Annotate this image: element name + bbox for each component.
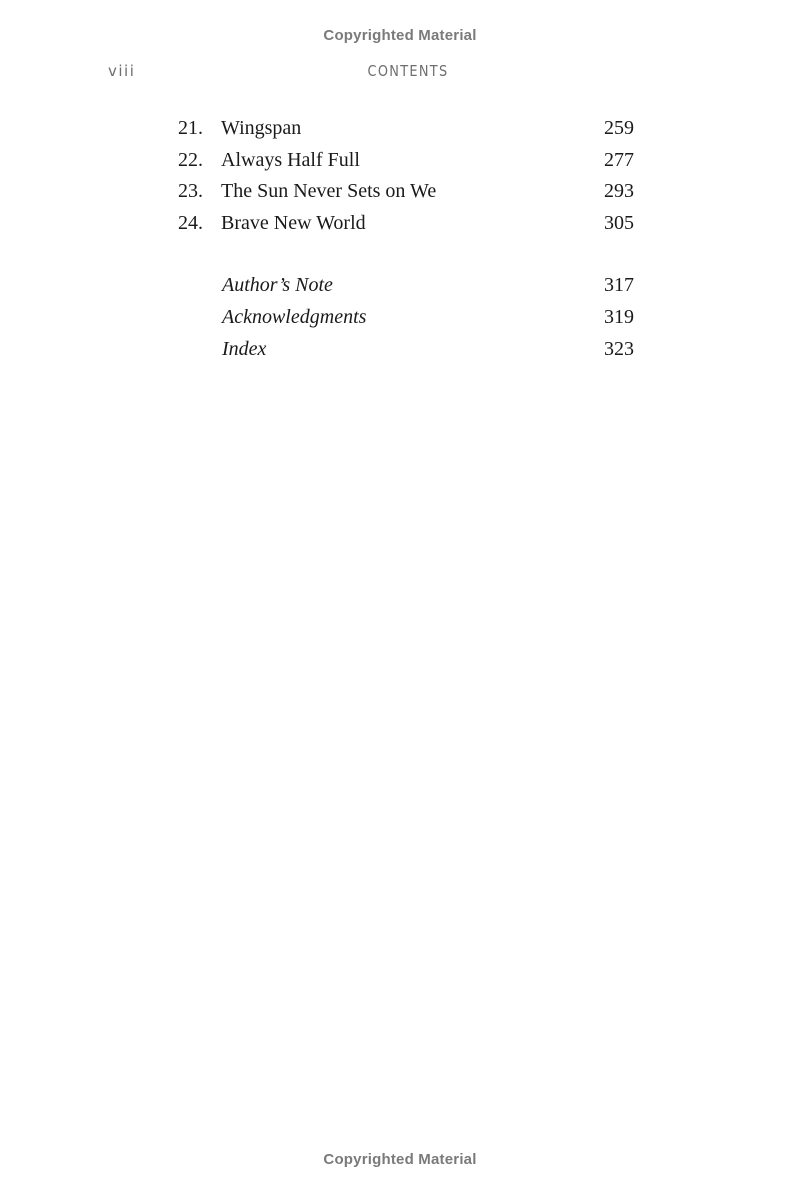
- table-of-contents: [178, 113, 638, 365]
- running-head: [0, 62, 800, 84]
- chapter-title: Brave New World: [221, 211, 366, 234]
- chapter-number: 23.: [178, 180, 203, 203]
- back-matter-entry: [178, 302, 638, 334]
- section-heading: CONTENTS: [367, 62, 449, 80]
- chapter-title: The Sun Never Sets on We: [221, 180, 437, 203]
- chapter-number: 22.: [178, 148, 203, 171]
- back-matter-title: Author’s Note: [222, 274, 333, 297]
- toc-entry: [178, 176, 638, 208]
- chapter-page: 305: [604, 211, 634, 234]
- chapter-page: 277: [604, 148, 634, 171]
- chapter-title: Always Half Full: [221, 148, 360, 171]
- chapter-number: 24.: [178, 211, 203, 234]
- back-matter-entry: [178, 334, 638, 366]
- toc-entry: [178, 113, 638, 145]
- copyright-watermark-top: Copyrighted Material: [323, 27, 477, 44]
- chapter-page: 293: [604, 180, 634, 203]
- copyright-watermark-bottom: Copyrighted Material: [323, 1151, 477, 1168]
- back-matter-title: Index: [222, 337, 267, 360]
- chapter-page: 259: [604, 117, 634, 139]
- toc-entry: [178, 208, 638, 240]
- page-number: viii: [108, 62, 136, 80]
- toc-entry: [178, 145, 638, 177]
- back-matter-page: 319: [604, 305, 634, 328]
- back-matter-title: Acknowledgments: [222, 305, 367, 328]
- back-matter-entry: [178, 270, 638, 302]
- section-spacer: [178, 239, 638, 270]
- chapter-number: 21.: [178, 117, 203, 139]
- back-matter-page: 317: [604, 274, 634, 297]
- chapter-title: Wingspan: [221, 117, 302, 139]
- back-matter-page: 323: [604, 337, 634, 360]
